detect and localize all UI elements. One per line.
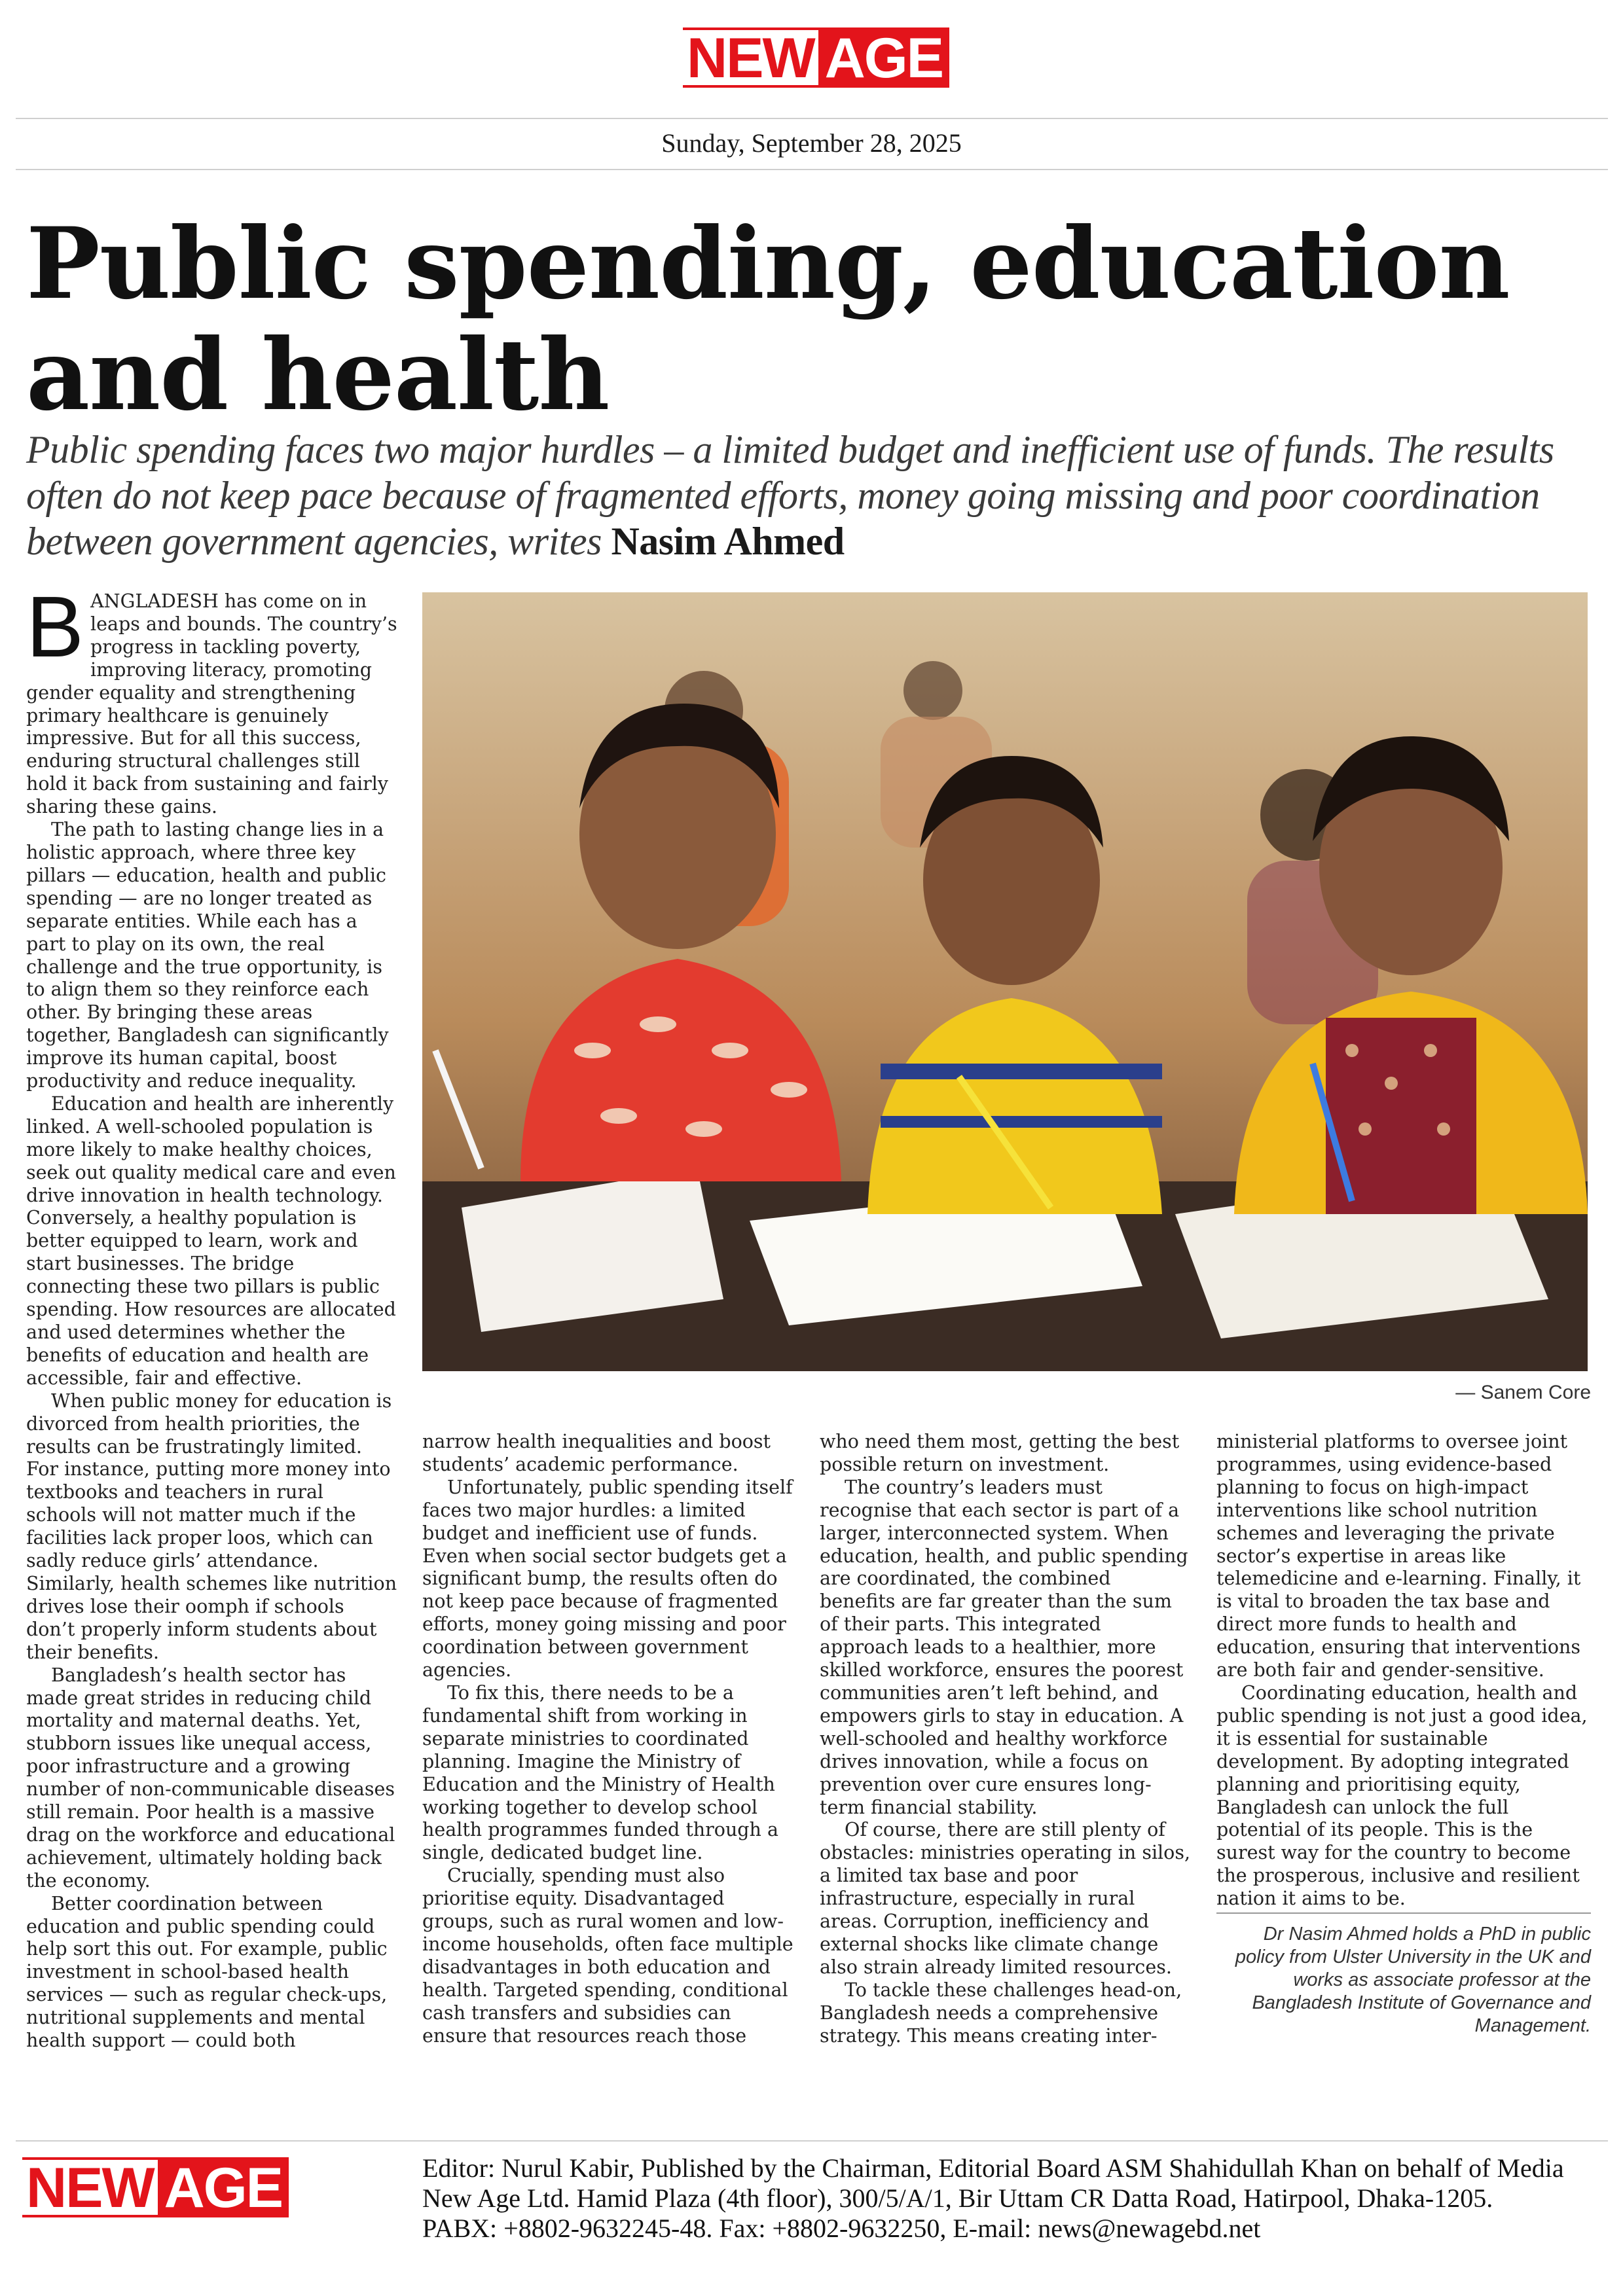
header-bottom-rule <box>16 169 1608 170</box>
article-column-2 <box>422 1431 794 2047</box>
footer-publisher-line: Editor: Nurul Kabir, Published by the Chairman, Editorial Board ASM Shahidullah Khan on behalf of Media New Age Ltd. Hamid Plaza (4th floor), 300/5/A/1, Bir Uttam CR Datta Road, Hatirpool, Dhaka-1205. <box>422 2153 1564 2213</box>
paragraph: ministerial platforms to oversee joint programmes, using evidence-based planning to focus on high-impact interventions like school nutrition schemes and leveraging the private sector’s expertise in areas like telemedicine and e-learning. Finally, it is vital to broaden the tax base and direct more funds to health and education, ensuring that interventions are both fair and gender-sensitive. <box>1216 1431 1581 1681</box>
paragraph: Education and health are inherently linked. A well-schooled population is more likely to make healthy choices, seek out quality medical care and even drive innovation in health technology. Conversely, a healthy population is better equipped to learn, work and start businesses. The bridge connecting these two pillars is public spending. How resources are allocated and used determines whether the benefits of education and health are accessible, fair and effective. <box>26 1092 396 1389</box>
footer-contact-line: PABX: +8802-9632245-48. Fax: +8802-9632250, E-mail: news@newagebd.net <box>422 2214 1261 2243</box>
bio-divider <box>1216 1912 1591 1914</box>
paragraph: Unfortunately, public spending itself faces two major hurdles: a limited budget and inefficient use of funds. Even when social sector budgets get a significant bump, the results often do not keep pace because of fragmented efforts, money going missing and poor coordination between government agencies. <box>422 1476 793 1681</box>
paragraph: The country’s leaders must recognise that each sector is part of a larger, interconnected system. When education, health, and public spending are coordinated, the combined benefits are far greater than the sum of their parts. This integrated approach leads to a healthier, more skilled workforce, ensures the poorest communities aren’t left behind, and empowers girls to stay in education. A well-schooled and healthy workforce drives innovation, while a focus on prevention over cure ensures long-term financial stability. <box>820 1476 1188 1818</box>
article-deck <box>26 427 1597 564</box>
article-photo <box>422 592 1588 1371</box>
header-top-rule <box>16 118 1608 119</box>
logo-age-text: AGE <box>818 30 949 85</box>
masthead-logo <box>683 27 949 88</box>
paragraph: Crucially, spending must also prioritise equity. Disadvantaged groups, such as rural women and low-income households, often face multiple disadvantages in both education and health. Targeted spending, conditional cash transfers and subsidies can ensure that resources reach those <box>422 1865 793 2047</box>
paragraph: Coordinating education, health and public spending is not just a good idea, it is essential for sustainable development. By adopting integrated planning and prioritising equity, Bangladesh can unlock the full potential of its people. This is the surest way for the country to become the prosperous, inclusive and resilient nation it aims to be. <box>1216 1681 1588 1910</box>
paragraph: When public money for education is divorced from health priorities, the results can be frustratingly limited. For instance, putting more money into textbooks and teachers in rural schools will not matter much if the facilities lack proper loos, which can sadly reduce girls’ attendance. Similarly, health schemes like nutrition drives lose their oomph if schools don’t properly inform students about their benefits. <box>26 1390 397 1663</box>
logo-age-text: AGE <box>158 2160 289 2215</box>
paragraph: Of course, there are still plenty of obstacles: ministries operating in silos, a limited tax base and poor infrastructure, especially in rural areas. Corruption, inefficiency and external shocks like climate change also strain already limited resources. <box>820 1819 1191 1978</box>
footer-logo <box>22 2157 289 2217</box>
deck-text: Public spending faces two major hurdles – a limited budget and inefficient use of funds. The results often do not keep pace because of fragmented efforts, money going missing and poor coordination between government agencies, writes <box>26 428 1554 563</box>
paragraph: narrow health inequalities and boost students’ academic performance. <box>422 1431 771 1475</box>
logo-new-text: NEW <box>22 2160 158 2215</box>
paragraph: BANGLADESH has come on in leaps and bounds. The country’s progress in tackling poverty, improving literacy, promoting gender equality and strengthening primary healthcare is genuinely impressive. But for all this success, enduring structural challenges still hold it back from sustaining and fairly sharing these gains. <box>26 579 397 818</box>
schoolchildren-illustration <box>422 592 1588 1371</box>
article-column-4 <box>1216 1431 1591 1910</box>
author-bio: Dr Nasim Ahmed holds a PhD in public policy from Ulster University in the UK and works as associate professor at the Bangladesh Institute of Governance and Management. <box>1235 1924 1591 2036</box>
photo-credit: — Sanem Core <box>1455 1382 1591 1403</box>
article-column-1 <box>26 579 398 2053</box>
paragraph: Better coordination between education and public spending could help sort this out. For example, public investment in school-based health services — such as regular check-ups, nutritional supplements and mental health support — could both <box>26 1892 388 2052</box>
paragraph: The path to lasting change lies in a holistic approach, where three key pillars — education, health and public spending — are no longer treated as separate entities. While each has a part to play on its own, the real challenge and the true opportunity, is to align them so they reinforce each other. By bringing these areas together, Bangladesh can significantly improve its human capital, boost productivity and reduce inequality. <box>26 819 389 1092</box>
footer-imprint <box>422 2153 1601 2244</box>
drop-cap: B <box>26 579 84 675</box>
author-name: Nasim Ahmed <box>611 520 845 563</box>
paragraph: To fix this, there needs to be a fundamental shift from working in separate ministries to coordinated planning. Imagine the Ministry of Education and the Ministry of Health working together to develop school health programmes funded through a single, dedicated budget line. <box>422 1681 778 1864</box>
paragraph: To tackle these challenges head-on, Bangladesh needs a comprehensive strategy. This means creating inter- <box>820 1979 1182 2047</box>
footer-rule <box>16 2140 1608 2142</box>
edition-date: Sunday, September 28, 2025 <box>661 128 962 158</box>
article-column-3 <box>820 1431 1192 2047</box>
logo-new-text: NEW <box>683 30 818 85</box>
paragraph: who need them most, getting the best possible return on investment. <box>820 1431 1180 1475</box>
paragraph: Bangladesh’s health sector has made great strides in reducing child mortality and maternal deaths. Yet, stubborn issues like unequal access, poor infrastructure and a growing number of non-communicable diseases still remain. Poor health is a massive drag on the workforce and educational achievement, ultimately holding back the economy. <box>26 1664 395 1892</box>
article-headline: Public spending, education and health <box>26 206 1510 433</box>
